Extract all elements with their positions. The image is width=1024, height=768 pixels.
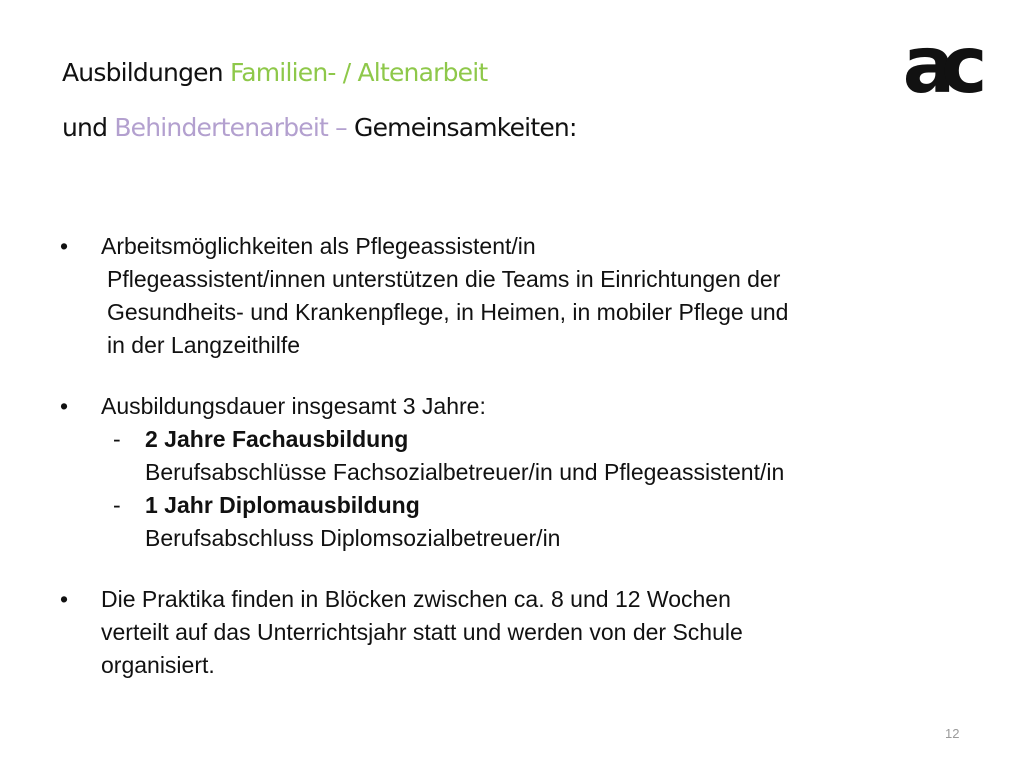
spacer: [60, 555, 980, 583]
bullet-dot: •: [60, 586, 69, 612]
page-number: 12: [945, 726, 960, 741]
title-part-purple: Behindertenarbeit –: [114, 113, 355, 142]
title-line-2: [62, 113, 577, 142]
bullet-text-line: Pflegeassistent/innen unterstützen die Teams in Einrichtungen der: [107, 266, 781, 292]
title-line-1: [62, 58, 487, 87]
title-part: Gemeinsamkeiten:: [354, 113, 577, 142]
title-part: Ausbildungen: [62, 58, 230, 87]
sub-item-diplomausbildung: [101, 489, 980, 555]
sub-item-fachausbildung: [101, 423, 980, 489]
bullet-internships: [60, 583, 980, 682]
bullet-text-line: in der Langzeithilfe: [107, 332, 301, 358]
bullet-dot: •: [60, 393, 69, 419]
sub-description: Berufsabschlüsse Fachsozialbetreuer/in und Pflegeassistent/in: [145, 459, 785, 485]
title-part-green: Familien- / Altenarbeit: [229, 58, 488, 87]
bullet-heading: Arbeitsmöglichkeiten als Pflegeassistent/in: [101, 233, 536, 259]
bullet-training-duration: [60, 390, 980, 555]
sub-heading: 1 Jahr Diplomausbildung: [145, 492, 420, 518]
bullet-text-line: Gesundheits- und Krankenpflege, in Heimen, in mobiler Pflege und: [107, 299, 789, 325]
bullet-text-line: verteilt auf das Unterrichtsjahr statt und werden von der Schule: [101, 619, 743, 645]
bullet-heading: Ausbildungsdauer insgesamt 3 Jahre:: [101, 393, 486, 419]
bullet-work-opportunities: [60, 230, 980, 362]
logo-text: ac: [902, 30, 974, 110]
title-part: und: [62, 113, 115, 142]
ac-logo-icon: [893, 30, 983, 110]
sub-dash: -: [113, 426, 121, 452]
bullet-text-line: Die Praktika finden in Blöcken zwischen ca. 8 und 12 Wochen: [101, 586, 731, 612]
sub-dash: -: [113, 492, 121, 518]
sub-heading: 2 Jahre Fachausbildung: [145, 426, 409, 452]
bullet-text-line: organisiert.: [101, 652, 215, 678]
spacer: [60, 362, 980, 390]
bullet-dot: •: [60, 233, 69, 259]
sub-description: Berufsabschluss Diplomsozialbetreuer/in: [145, 525, 561, 551]
slide-content: [60, 230, 980, 682]
